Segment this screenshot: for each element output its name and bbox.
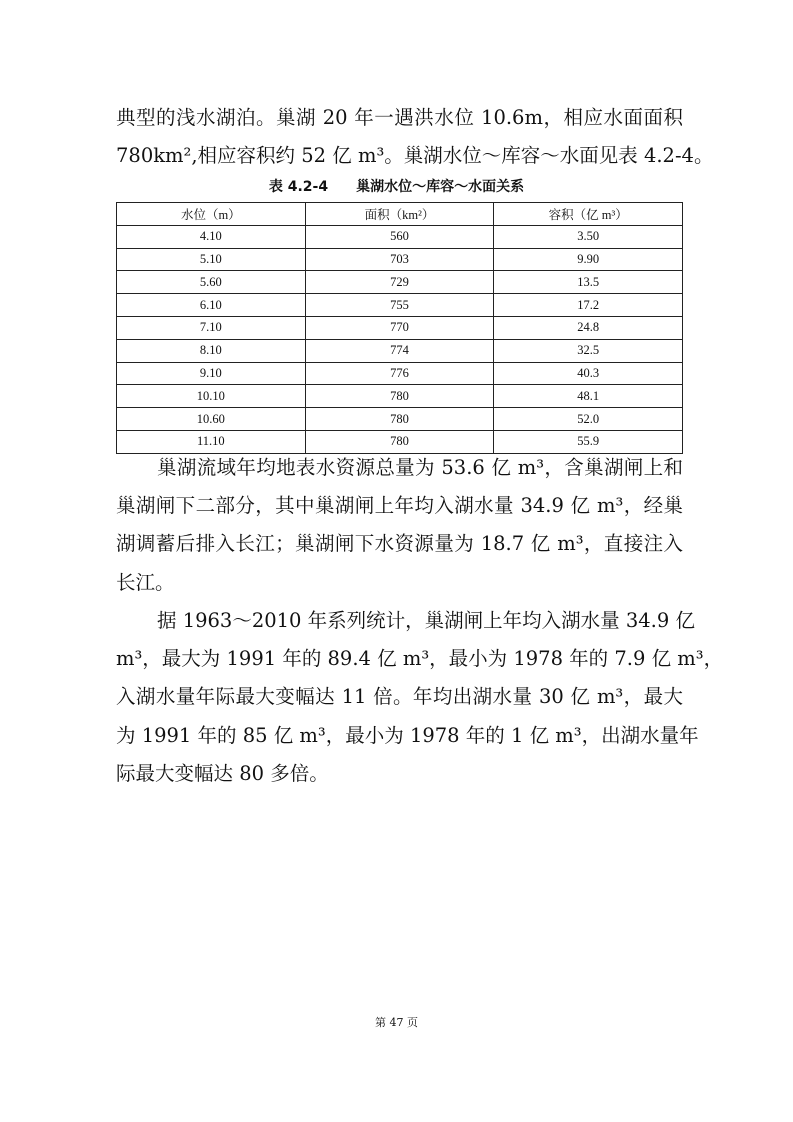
cell-area: 780 <box>305 385 494 408</box>
cell-volume: 24.8 <box>494 316 683 339</box>
cell-level: 4.10 <box>117 225 306 248</box>
paragraph-line: 为 1991 年的 85 亿 m³，最小为 1978 年的 1 亿 m³，出湖水量年 <box>116 724 699 747</box>
table-row <box>117 316 683 339</box>
table-header-row <box>117 203 683 226</box>
cell-level: 5.10 <box>117 248 306 271</box>
cell-area: 780 <box>305 430 494 453</box>
cell-volume: 3.50 <box>494 225 683 248</box>
table-row <box>117 225 683 248</box>
cell-level: 8.10 <box>117 339 306 362</box>
intro-line: 780km²,相应容积约 52 亿 m³。巢湖水位～库容～水面见表 4.2-4。 <box>116 144 714 167</box>
page-number: 第 47 页 <box>375 1016 418 1029</box>
intro-line: 典型的浅水湖泊。巢湖 20 年一遇洪水位 10.6m，相应水面面积 <box>116 106 683 129</box>
paragraph-line: m³，最大为 1991 年的 89.4 亿 m³，最小为 1978 年的 7.9 亿 m³， <box>116 647 724 670</box>
table-row <box>117 248 683 271</box>
cell-area: 774 <box>305 339 494 362</box>
paragraph-line: 际最大变幅达 80 多倍。 <box>116 762 329 785</box>
table-row <box>117 362 683 385</box>
header-level: 水位（m） <box>117 203 306 226</box>
cell-level: 10.10 <box>117 385 306 408</box>
cell-area: 755 <box>305 294 494 317</box>
table-row <box>117 294 683 317</box>
table-row <box>117 430 683 453</box>
cell-volume: 17.2 <box>494 294 683 317</box>
cell-volume: 9.90 <box>494 248 683 271</box>
paragraph-line: 湖调蓄后排入长江；巢湖闸下水资源量为 18.7 亿 m³，直接注入 <box>116 532 683 555</box>
paragraph-line: 据 1963～2010 年系列统计，巢湖闸上年均入湖水量 34.9 亿 <box>157 609 695 632</box>
cell-area: 780 <box>305 408 494 431</box>
cell-volume: 48.1 <box>494 385 683 408</box>
cell-area: 703 <box>305 248 494 271</box>
cell-level: 9.10 <box>117 362 306 385</box>
cell-area: 560 <box>305 225 494 248</box>
header-volume: 容积（亿 m³） <box>494 203 683 226</box>
cell-level: 10.60 <box>117 408 306 431</box>
paragraph-line: 巢湖闸下二部分，其中巢湖闸上年均入湖水量 34.9 亿 m³，经巢 <box>116 494 683 517</box>
cell-level: 5.60 <box>117 271 306 294</box>
cell-volume: 32.5 <box>494 339 683 362</box>
table-row <box>117 271 683 294</box>
cell-volume: 13.5 <box>494 271 683 294</box>
table-row <box>117 408 683 431</box>
table-caption: 表 4.2-4 巢湖水位～库容～水面关系 <box>268 179 525 195</box>
table-row <box>117 339 683 362</box>
cell-level: 6.10 <box>117 294 306 317</box>
cell-area: 776 <box>305 362 494 385</box>
header-area: 面积（km²） <box>305 203 494 226</box>
table-row <box>117 385 683 408</box>
water-level-table <box>116 202 683 454</box>
cell-volume: 52.0 <box>494 408 683 431</box>
paragraph-line: 入湖水量年际最大变幅达 11 倍。年均出湖水量 30 亿 m³，最大 <box>116 685 683 708</box>
cell-area: 729 <box>305 271 494 294</box>
cell-volume: 55.9 <box>494 430 683 453</box>
cell-volume: 40.3 <box>494 362 683 385</box>
cell-level: 11.10 <box>117 430 306 453</box>
cell-area: 770 <box>305 316 494 339</box>
cell-level: 7.10 <box>117 316 306 339</box>
paragraph-line: 巢湖流域年均地表水资源总量为 53.6 亿 m³，含巢湖闸上和 <box>157 456 683 479</box>
paragraph-line: 长江。 <box>116 571 175 594</box>
